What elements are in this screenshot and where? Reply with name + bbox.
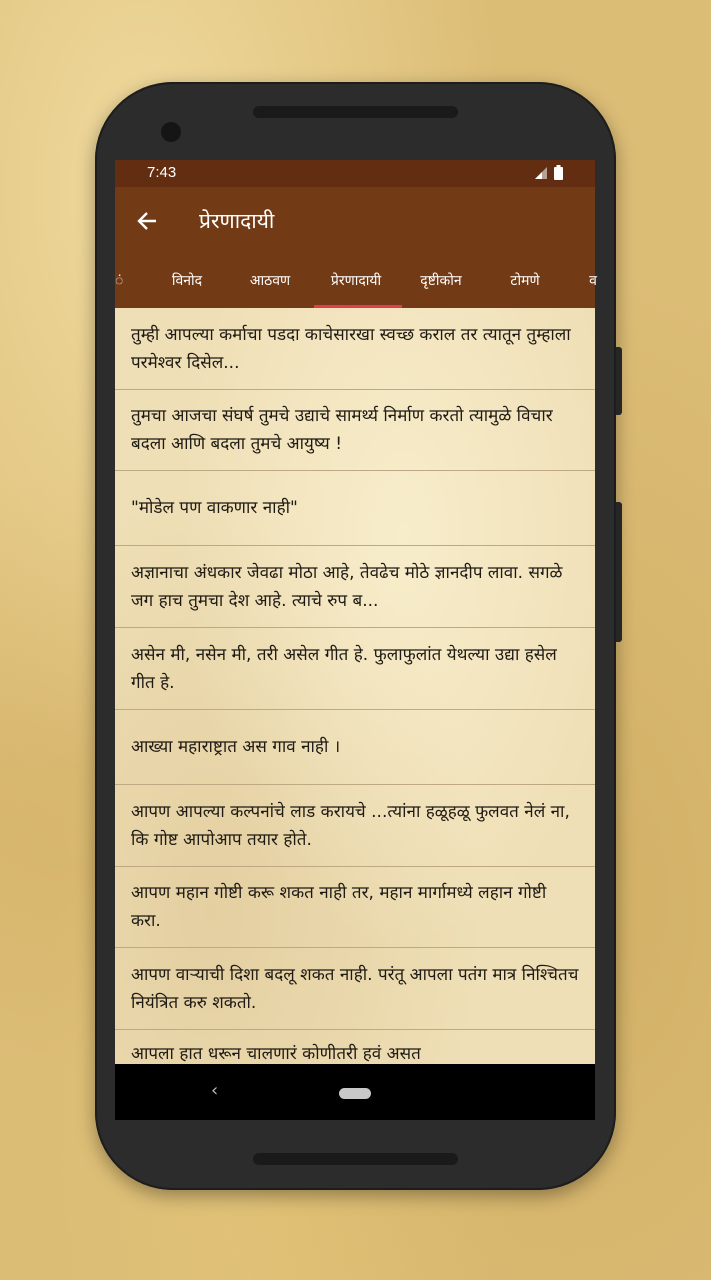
list-item[interactable]	[115, 867, 595, 948]
quote-list	[115, 308, 595, 1064]
status-bar	[115, 160, 595, 187]
nav-back-icon[interactable]: ‹	[211, 1080, 219, 1101]
list-item[interactable]	[115, 710, 595, 785]
front-camera	[161, 122, 181, 142]
bottom-speaker	[253, 1153, 458, 1165]
arrow-left-icon	[136, 210, 158, 232]
power-button	[616, 347, 622, 415]
phone-frame	[95, 82, 616, 1190]
tab-preranadayi[interactable]: प्रेरणादायी	[330, 273, 382, 289]
tab-tomane[interactable]: टोमणे	[510, 273, 540, 289]
tab-vinod[interactable]: विनोद	[171, 273, 203, 289]
signal-icon	[534, 166, 548, 180]
status-icons	[534, 165, 563, 180]
earpiece-speaker	[253, 106, 458, 118]
quote-text: तुम्ही आपल्या कर्माचा पडदा काचेसारखा स्वच्छ कराल तर त्यातून तुम्हाला परमेश्वर दिसेल...	[131, 324, 571, 373]
category-tabs	[115, 255, 595, 308]
quote-text: आपण वाऱ्याची दिशा बदलू शकत नाही. परंतू आपला पतंग मात्र निश्चितच नियंत्रित करु शकतो.	[131, 964, 579, 1013]
list-item[interactable]	[115, 471, 595, 546]
quote-text: आपण महान गोष्टी करू शकत नाही तर, महान मार्गामध्ये लहान गोष्टी करा.	[131, 883, 547, 931]
volume-button	[616, 502, 622, 642]
list-item[interactable]	[115, 390, 595, 471]
back-button[interactable]	[131, 205, 163, 237]
quote-text: तुमचा आजचा संघर्ष तुमचे उद्याचे सामर्थ्य निर्माण करतो त्यामुळे विचार बदला आणि बदला तुमचे आयुष्य !	[131, 406, 553, 454]
quote-text: अज्ञानाचा अंधकार जेवढा मोठा आहे, तेवढेच मोठे ज्ञानदीप लावा. सगळे जग हाच तुमचा देश आहे. त्याचे रुप ब...	[131, 562, 563, 611]
tab-partial-left[interactable]: ं	[115, 273, 124, 289]
system-nav-bar	[115, 1064, 595, 1120]
app-bar	[115, 187, 595, 255]
tab-partial-right[interactable]: व	[589, 273, 597, 289]
quote-text: "मोडेल पण वाकणार नाही"	[131, 498, 298, 518]
tab-drushtikon[interactable]: दृष्टीकोन	[420, 273, 462, 289]
list-item[interactable]	[115, 308, 595, 390]
quote-text: असेन मी, नसेन मी, तरी असेल गीत हे. फुलाफुलांत येथल्या उद्या हसेल गीत हे.	[131, 644, 557, 693]
quote-text: आपला हात धरून चालणारं कोणीतरी हवं असत	[131, 1044, 421, 1064]
nav-home-pill-icon[interactable]	[339, 1088, 371, 1099]
quote-text: आख्या महाराष्ट्रात अस गाव नाही ।	[131, 737, 341, 757]
list-item[interactable]	[115, 948, 595, 1030]
list-item[interactable]	[115, 785, 595, 867]
tab-athavan[interactable]: आठवण	[249, 273, 291, 289]
quote-text: आपण आपल्या कल्पनांचे लाड करायचे ...त्यांना हळूहळू फुलवत नेलं ना, कि गोष्ट आपोआप तयार होते.	[131, 801, 570, 850]
list-item[interactable]	[115, 546, 595, 628]
list-item[interactable]	[115, 628, 595, 710]
page-title: प्रेरणादायी	[199, 209, 275, 233]
battery-icon	[554, 165, 563, 180]
status-time: 7:43	[147, 164, 177, 181]
screen	[115, 160, 595, 1120]
